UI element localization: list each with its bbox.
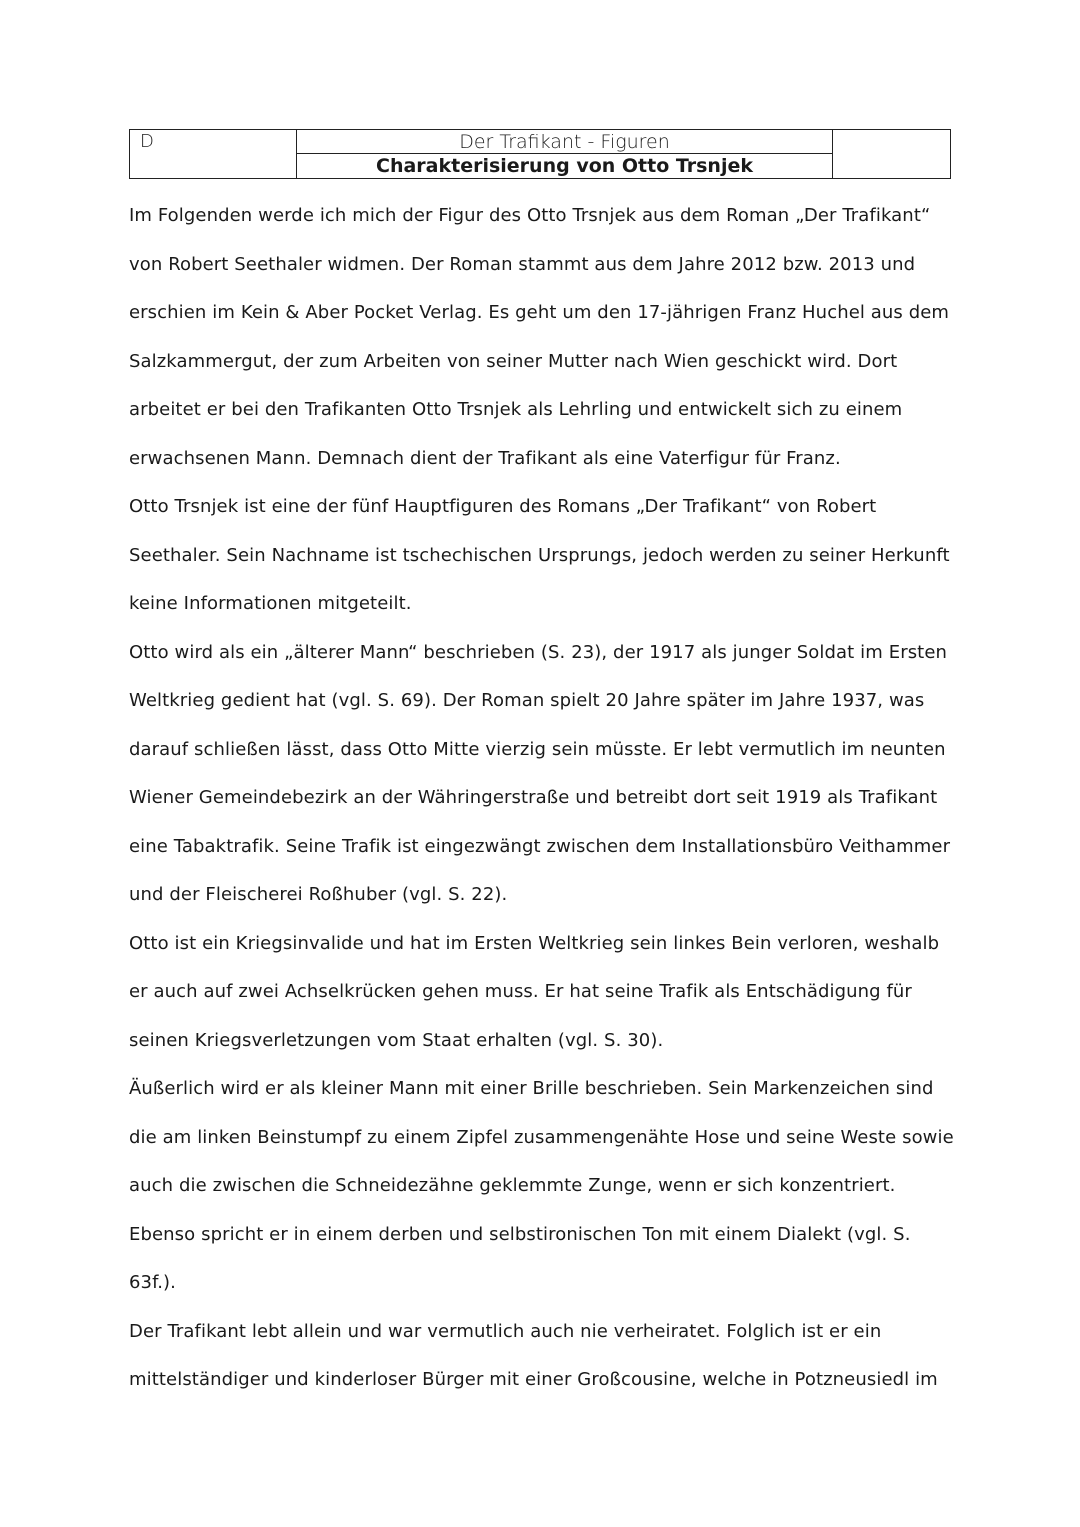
text-line: auch die zwischen die Schneidezähne geklemmte Zunge, wenn er sich konzentriert. — [129, 1175, 896, 1196]
text-line: mittelständiger und kinderloser Bürger mit einer Großcousine, welche in Potzneusiedl im — [129, 1369, 938, 1390]
text-line: Im Folgenden werde ich mich der Figur des Otto Trsnjek aus dem Roman „Der Trafikant“ — [129, 205, 931, 226]
text-line: eine Tabaktrafik. Seine Trafik ist eingezwängt zwischen dem Installationsbüro Veithammer — [129, 835, 951, 857]
subject-label: D — [140, 131, 154, 152]
text-line: Äußerlich wird er als kleiner Mann mit einer Brille beschrieben. Sein Markenzeichen sind — [129, 1078, 934, 1099]
text-line: Der Trafikant lebt allein und war vermutlich auch nie verheiratet. Folglich ist er ein — [129, 1320, 882, 1342]
text-line: darauf schließen lässt, dass Otto Mitte vierzig sein müsste. Er lebt vermutlich im neunten — [129, 738, 946, 760]
document-title: Der Trafikant - Figuren — [297, 130, 832, 154]
text-line: Ebenso spricht er in einem derben und selbstironischen Ton mit einem Dialekt (vgl. S. — [129, 1223, 911, 1245]
text-line: erwachsenen Mann. Demnach dient der Trafikant als eine Vaterfigur für Franz. — [129, 447, 841, 469]
text-line: 63f.). — [129, 1272, 176, 1293]
body-text — [129, 196, 955, 1409]
text-line: die am linken Beinstumpf zu einem Zipfel zusammengenähte Hose und seine Weste sowie — [129, 1126, 954, 1148]
text-line: und der Fleischerei Roßhuber (vgl. S. 22). — [129, 884, 508, 905]
text-line: Weltkrieg gedient hat (vgl. S. 69). Der Roman spielt 20 Jahre später im Jahre 1937, was — [129, 690, 925, 711]
header-table — [129, 129, 951, 179]
text-line: seinen Kriegsverletzungen vom Staat erhalten (vgl. S. 30). — [129, 1029, 664, 1051]
empty-cell — [832, 130, 950, 178]
text-line: Salzkammergut, der zum Arbeiten von seiner Mutter nach Wien geschickt wird. Dort — [129, 350, 898, 372]
title-cell — [297, 130, 832, 178]
document-subtitle: Charakterisierung von Otto Trsnjek — [376, 155, 753, 177]
text-line: Wiener Gemeindebezirk an der Währingerstraße und betreibt dort seit 1919 als Trafikant — [129, 787, 938, 808]
text-line: keine Informationen mitgeteilt. — [129, 593, 412, 614]
text-line: Seethaler. Sein Nachname ist tschechischen Ursprungs, jedoch werden zu seiner Herkunft — [129, 544, 950, 566]
text-line: arbeitet er bei den Trafikanten Otto Trsnjek als Lehrling und entwickelt sich zu einem — [129, 399, 903, 420]
text-line: er auch auf zwei Achselkrücken gehen muss. Er hat seine Trafik als Entschädigung für — [129, 981, 912, 1002]
text-line: erschien im Kein & Aber Pocket Verlag. Es geht um den 17-jährigen Franz Huchel aus dem — [129, 302, 950, 323]
text-line: Otto Trsnjek ist eine der fünf Hauptfiguren des Romans „Der Trafikant“ von Robert — [129, 496, 877, 517]
subject-cell — [130, 130, 297, 178]
text-line: von Robert Seethaler widmen. Der Roman stammt aus dem Jahre 2012 bzw. 2013 und — [129, 253, 916, 275]
text-line: Otto wird als ein „älterer Mann“ beschrieben (S. 23), der 1917 als junger Soldat im Ersten — [129, 641, 948, 663]
text-line: Otto ist ein Kriegsinvalide und hat im Ersten Weltkrieg sein linkes Bein verloren, weshalb — [129, 932, 940, 954]
